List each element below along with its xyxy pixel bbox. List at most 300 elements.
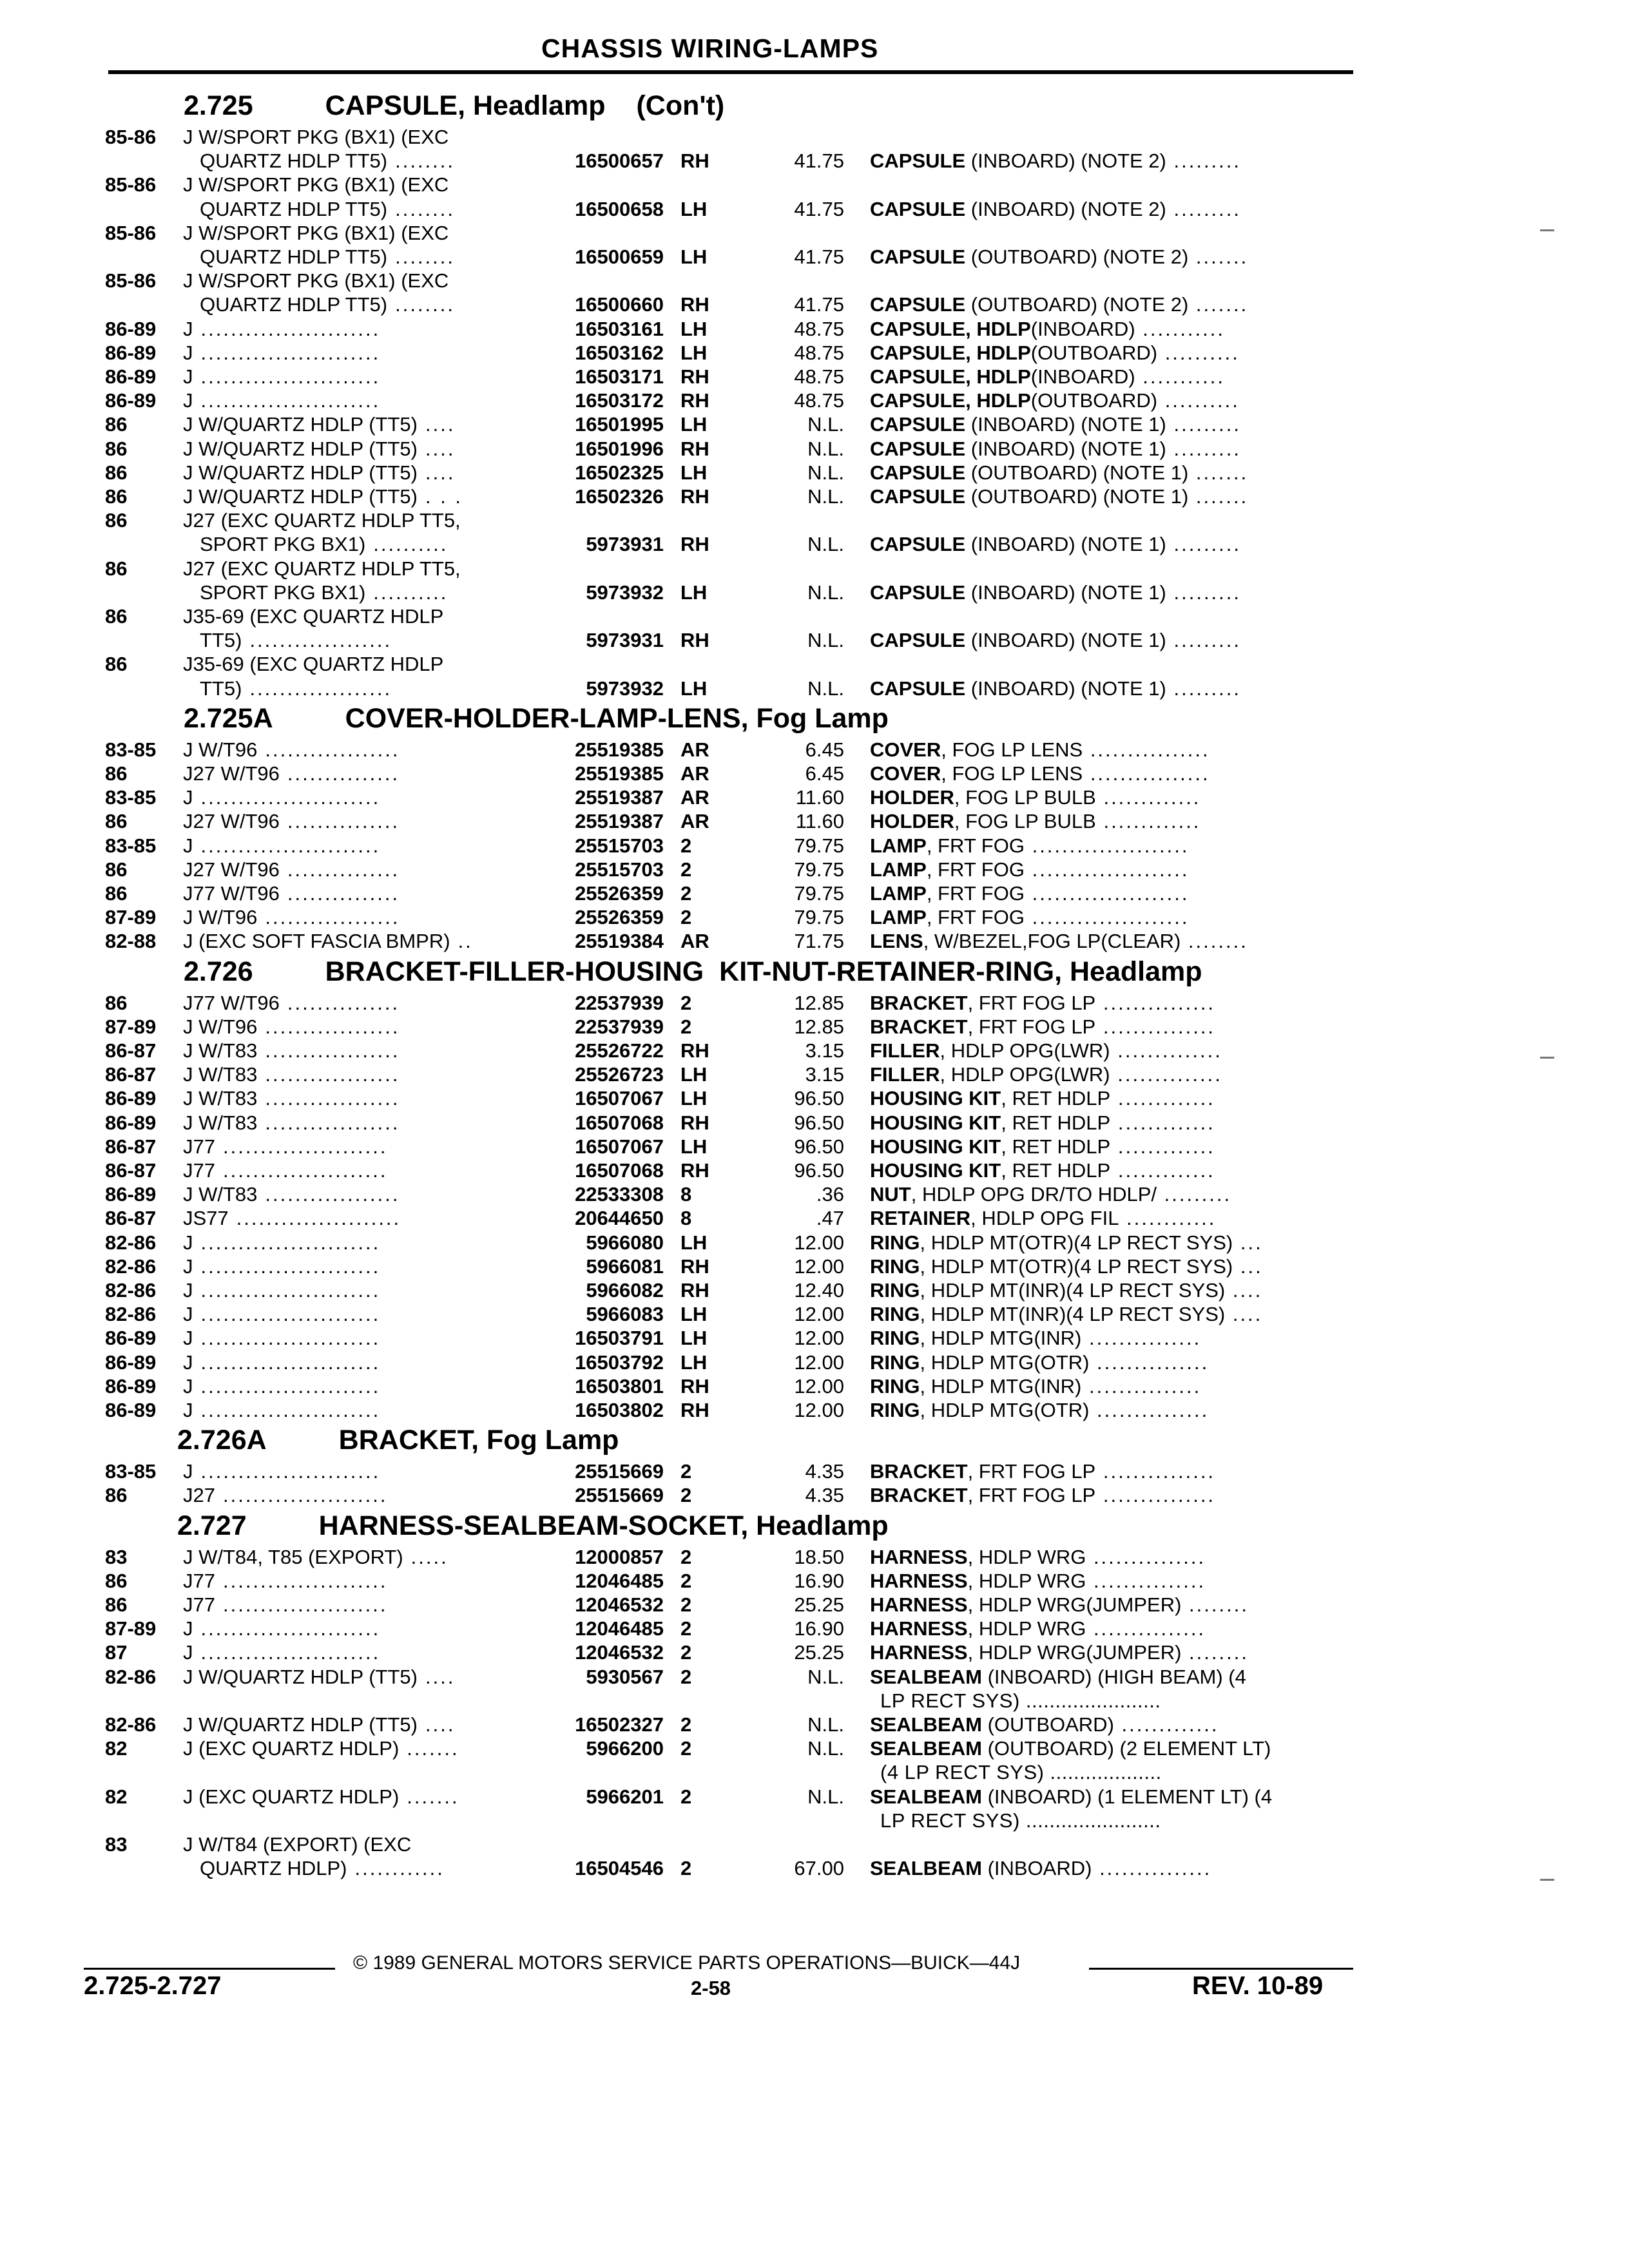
part-description (870, 1062, 1222, 1087)
usage-description: QUARTZ HDLP TT5) (200, 245, 388, 268)
leader-dots: ...................... (222, 1135, 388, 1158)
part-number: 12046532 (575, 1641, 664, 1664)
part-description (870, 858, 1189, 882)
part-description (870, 1617, 1206, 1641)
part-number: 25515669 (575, 1484, 664, 1507)
leader-dots: ........................ (200, 1641, 381, 1664)
quantity: RH (680, 1039, 709, 1062)
parts-row-line (0, 1760, 1629, 1785)
leader-dots: ........................ (200, 1374, 381, 1398)
usage-description-line (183, 858, 400, 882)
usage-description: J W/QUARTZ HDLP (TT5) (183, 1713, 418, 1736)
quantity: 2 (680, 858, 692, 881)
price: 25.25 (794, 1641, 844, 1664)
leader-dots: ...................... (222, 1484, 388, 1507)
usage-description-line (183, 809, 400, 834)
section-suffix: (Con't) (636, 90, 725, 121)
parts-row-line (0, 604, 1629, 629)
leader-dots: ........................ (200, 341, 381, 364)
quantity: 2 (680, 1665, 692, 1688)
price: 16.90 (794, 1617, 844, 1640)
usage-description-line (183, 1374, 380, 1399)
part-detail: , RET HDLP (1001, 1159, 1111, 1182)
part-number: 5966080 (586, 1231, 664, 1254)
part-number: 12046485 (575, 1569, 664, 1592)
leader-dots: .......... (373, 533, 448, 556)
model-years: 86-89 (105, 341, 157, 364)
model-years: 86 (105, 413, 128, 436)
table-row (0, 1593, 1629, 1617)
quantity: RH (680, 365, 709, 388)
part-description (870, 1374, 1201, 1399)
table-row (0, 1483, 1629, 1508)
part-number: 5973931 (586, 533, 664, 556)
usage-description: J W/QUARTZ HDLP (TT5) (183, 1665, 418, 1688)
usage-description-line (183, 1326, 380, 1350)
quantity: RH (680, 293, 709, 316)
part-name: HOLDER (870, 786, 954, 809)
leader-dots: ........ (1181, 1593, 1249, 1616)
part-number: 16500658 (575, 197, 664, 220)
part-detail: (OUTBOARD) (2 ELEMENT LT) (981, 1737, 1271, 1760)
price: 12.00 (794, 1327, 844, 1350)
part-description (870, 1278, 1262, 1303)
usage-description-line (200, 149, 455, 173)
table-row (0, 1665, 1629, 1689)
part-description (870, 1206, 1216, 1231)
table-row (0, 389, 1629, 413)
leader-dots: .................. (265, 1039, 400, 1062)
parts-row-line (0, 557, 1629, 581)
usage-description: J W/QUARTZ HDLP (TT5) (183, 437, 418, 460)
price: N.L. (807, 581, 844, 604)
part-description (870, 1665, 1246, 1689)
usage-description-line (183, 1231, 380, 1255)
part-description (870, 437, 1241, 461)
usage-description: QUARTZ HDLP) (200, 1857, 347, 1880)
margin-mark (1540, 229, 1554, 231)
footer-page-number: 2-58 (691, 1977, 731, 1999)
usage-description-line (183, 1039, 400, 1063)
part-number: 25526723 (575, 1063, 664, 1086)
part-number: 12000857 (575, 1545, 664, 1568)
table-row (0, 532, 1629, 557)
table-row (0, 1398, 1629, 1423)
usage-description: J W/T96 (183, 1015, 258, 1038)
model-years: 86 (105, 991, 128, 1014)
section-title: HARNESS-SEALBEAM-SOCKET, Headlamp (318, 1510, 889, 1541)
part-detail: (INBOARD) (1 ELEMENT LT) (4 (981, 1785, 1273, 1808)
part-name: LAMP (870, 882, 927, 905)
part-number: 16500660 (575, 293, 664, 316)
leader-dots: ............... (1086, 1569, 1206, 1592)
price: 41.75 (794, 245, 844, 268)
usage-description: J W/T96 (183, 906, 258, 929)
model-years: 83-85 (105, 1460, 157, 1483)
part-number: 16503171 (575, 365, 664, 388)
part-name: RING (870, 1374, 920, 1398)
part-name: CAPSULE, HDLP (870, 365, 1031, 388)
usage-description: J W/T84 (EXPORT) (EXC (183, 1833, 412, 1856)
usage-description-line (200, 532, 448, 557)
part-detail: (OUTBOARD) (NOTE 1) (965, 461, 1189, 484)
part-number: 16501996 (575, 437, 664, 460)
usage-description: J W/QUARTZ HDLP (TT5) (183, 461, 418, 484)
price: 79.75 (794, 882, 844, 905)
part-description (870, 1785, 1272, 1809)
part-name: RING (870, 1279, 920, 1302)
part-detail: , HDLP OPG(LWR) (940, 1063, 1110, 1086)
part-description (870, 785, 1200, 810)
part-detail: (INBOARD) (NOTE 1) (965, 413, 1166, 436)
part-detail: , FRT FOG LP (967, 1484, 1096, 1507)
quantity: 2 (680, 1545, 692, 1568)
part-number: 5966082 (586, 1279, 664, 1302)
usage-description-line (200, 581, 448, 605)
part-name: FILLER (870, 1039, 940, 1062)
part-description (870, 1231, 1263, 1255)
part-number: 12046532 (575, 1593, 664, 1616)
margin-mark (1540, 1057, 1554, 1059)
table-row (0, 1545, 1629, 1570)
part-description (870, 1736, 1271, 1761)
part-name: HOUSING KIT (870, 1159, 1001, 1182)
usage-description-line (183, 1182, 400, 1207)
leader-dots: .................. (265, 1063, 400, 1086)
table-row (0, 1569, 1629, 1593)
leader-dots: ....... (407, 1785, 459, 1808)
quantity: LH (680, 461, 708, 484)
part-detail: (OUTBOARD) (NOTE 2) (965, 245, 1189, 268)
quantity: AR (680, 762, 709, 785)
quantity: LH (680, 1135, 708, 1158)
model-years: 83 (105, 1833, 128, 1856)
quantity: AR (680, 930, 709, 953)
part-description (870, 1640, 1249, 1665)
table-row (0, 1713, 1629, 1737)
quantity: RH (680, 1254, 709, 1278)
usage-description: J (EXC QUARTZ HDLP) (183, 1785, 400, 1808)
part-number: 16501995 (575, 413, 664, 436)
usage-description-line (183, 1617, 380, 1641)
quantity: LH (680, 1087, 708, 1110)
part-number: 25515703 (575, 834, 664, 857)
table-row (0, 905, 1629, 930)
part-name: HARNESS (870, 1545, 968, 1568)
part-description (870, 532, 1241, 557)
model-years: 87-89 (105, 1015, 157, 1038)
part-detail: , FOG LP BULB (954, 786, 1096, 809)
part-description (870, 1015, 1215, 1039)
model-years: 82-86 (105, 1665, 157, 1688)
quantity: RH (680, 437, 709, 460)
usage-description-line (183, 1398, 380, 1423)
usage-description: J27 W/T96 (183, 762, 280, 785)
leader-dots: ................... (249, 677, 392, 700)
leader-dots: ............... (287, 991, 400, 1014)
price: 12.40 (794, 1279, 844, 1302)
model-years: 86 (105, 485, 128, 508)
part-number: 25526359 (575, 906, 664, 929)
table-row (0, 881, 1629, 906)
leader-dots: ............... (1081, 1374, 1202, 1398)
price: 6.45 (805, 762, 844, 785)
leader-dots: ......... (1166, 581, 1242, 604)
leader-dots: .............. (1110, 1039, 1222, 1062)
parts-row-line (0, 1832, 1629, 1857)
part-detail: (OUTBOARD) (1030, 389, 1158, 412)
leader-dots: ........................ (200, 389, 381, 412)
table-row (0, 858, 1629, 882)
leader-dots: ........................ (200, 1350, 381, 1374)
leader-dots: ...................... (236, 1207, 401, 1230)
footer-copyright: © 1989 GENERAL MOTORS SERVICE PARTS OPERATIONS—BUICK—44J (353, 1952, 1021, 1974)
price: 48.75 (794, 365, 844, 388)
table-row (0, 809, 1629, 834)
model-years: 85-86 (105, 221, 157, 244)
part-name: RING (870, 1350, 920, 1374)
leader-dots: .... (1225, 1303, 1263, 1326)
part-description (870, 1398, 1209, 1423)
leader-dots: ........... (1135, 365, 1225, 388)
part-detail: , RET HDLP (1001, 1111, 1111, 1134)
leader-dots: ............... (1081, 1327, 1202, 1350)
part-detail: (INBOARD) (NOTE 1) (965, 629, 1166, 652)
price: 41.75 (794, 149, 844, 173)
leader-dots: .... (425, 437, 456, 460)
price: 3.15 (805, 1063, 844, 1086)
part-number: 16502326 (575, 485, 664, 508)
part-number: 25515703 (575, 858, 664, 881)
usage-description-line (183, 1483, 387, 1508)
leader-dots: ............ (1119, 1207, 1217, 1230)
quantity: LH (680, 197, 708, 220)
part-number: 25519387 (575, 786, 664, 809)
part-detail: , HDLP MTG(OTR) (920, 1350, 1090, 1374)
part-name: CAPSULE (870, 461, 966, 484)
usage-description: J (183, 1279, 193, 1302)
usage-description-line (183, 1302, 380, 1327)
part-description (870, 412, 1241, 437)
part-number: 22537939 (575, 991, 664, 1014)
leader-dots: ....... (407, 1737, 459, 1760)
part-description (870, 317, 1225, 341)
quantity: LH (680, 677, 708, 700)
leader-dots: ....... (1188, 461, 1249, 484)
usage-description: SPORT PKG BX1) (200, 533, 366, 556)
quantity: AR (680, 738, 709, 761)
leader-dots: ............. (1110, 1159, 1215, 1182)
part-detail: , HDLP WRG (967, 1617, 1086, 1640)
price: 12.00 (794, 1254, 844, 1278)
model-years: 86 (105, 509, 128, 532)
table-row (0, 581, 1629, 605)
leader-dots: ............. (1095, 786, 1201, 809)
usage-description: J (183, 389, 193, 412)
model-years: 82 (105, 1737, 128, 1760)
quantity: RH (680, 1399, 709, 1421)
price: 67.00 (794, 1857, 844, 1880)
leader-dots: ........................ (200, 1279, 381, 1302)
usage-description-line (200, 245, 455, 269)
price: 12.00 (794, 1399, 844, 1421)
model-years: 86-89 (105, 365, 157, 388)
leader-dots: ........................ (200, 365, 381, 388)
quantity: 2 (680, 1617, 692, 1640)
quantity: RH (680, 1374, 709, 1398)
quantity: 2 (680, 1785, 692, 1808)
part-name: HARNESS (870, 1593, 968, 1616)
part-description (870, 1039, 1222, 1063)
part-name: LENS (870, 930, 923, 953)
leader-dots: .......... (1157, 389, 1240, 412)
part-description (870, 1086, 1215, 1111)
part-detail-continued: LP RECT SYS) ....................... (880, 1809, 1161, 1832)
part-detail: (OUTBOARD) (NOTE 1) (965, 485, 1189, 508)
part-detail: (INBOARD) (NOTE 1) (965, 677, 1166, 700)
model-years: 85-86 (105, 173, 157, 197)
part-description (870, 1459, 1215, 1484)
price: .36 (816, 1183, 844, 1206)
price: N.L. (807, 629, 844, 652)
price: 96.50 (794, 1159, 844, 1182)
model-years: 82-86 (105, 1713, 157, 1736)
quantity: 2 (680, 1641, 692, 1664)
part-name: BRACKET (870, 1484, 968, 1507)
part-number: 12046485 (575, 1617, 664, 1640)
part-detail: (OUTBOARD) (1030, 341, 1158, 364)
leader-dots: ............... (287, 762, 400, 785)
part-number: 16500657 (575, 149, 664, 173)
leader-dots: ....... (1188, 245, 1249, 268)
price: 48.75 (794, 389, 844, 412)
usage-description-line (183, 785, 380, 810)
part-name: CAPSULE (870, 677, 966, 700)
model-years: 82-86 (105, 1231, 157, 1254)
part-name: CAPSULE (870, 485, 966, 508)
part-name: RING (870, 1231, 920, 1254)
quantity: RH (680, 389, 709, 412)
table-row (0, 1640, 1629, 1665)
usage-description: QUARTZ HDLP TT5) (200, 293, 388, 316)
table-row (0, 1039, 1629, 1063)
usage-description-line (183, 1158, 387, 1183)
part-description (870, 1254, 1263, 1279)
part-number: 16502327 (575, 1713, 664, 1736)
model-years: 85-86 (105, 126, 157, 148)
part-name: HOLDER (870, 810, 954, 833)
usage-description-line (200, 677, 392, 701)
usage-description: J (183, 1254, 193, 1278)
usage-description: QUARTZ HDLP TT5) (200, 197, 388, 220)
usage-description: TT5) (200, 677, 242, 700)
part-detail: , HDLP OPG DR/TO HDLP/ (911, 1183, 1157, 1206)
usage-description: J77 W/T96 (183, 991, 280, 1014)
price: 48.75 (794, 341, 844, 364)
leader-dots: ........................ (200, 1327, 381, 1350)
model-years: 86-89 (105, 1183, 157, 1206)
part-description (870, 1326, 1201, 1350)
part-description (870, 1302, 1262, 1327)
section-number: 2.726 (184, 956, 253, 987)
usage-description-line (183, 437, 455, 461)
part-name: SEALBEAM (870, 1857, 982, 1880)
part-detail: (INBOARD) (NOTE 1) (965, 533, 1166, 556)
usage-description: J77 (183, 1593, 215, 1616)
footer-section-range: 2.725-2.727 (84, 1972, 222, 2000)
part-detail: , W/BEZEL,FOG LP(CLEAR) (923, 930, 1181, 953)
usage-description-line (183, 1736, 459, 1761)
quantity: RH (680, 533, 709, 556)
model-years: 83-85 (105, 738, 157, 761)
part-description (870, 581, 1241, 605)
part-detail: , HDLP MTG(OTR) (920, 1399, 1090, 1421)
part-description (870, 1483, 1215, 1508)
usage-description-line (200, 628, 392, 653)
table-row (0, 1374, 1629, 1399)
part-number: 25519385 (575, 762, 664, 785)
section-heading (184, 703, 889, 735)
price: 4.35 (805, 1484, 844, 1507)
model-years: 86-89 (105, 1087, 157, 1110)
leader-dots: ... (1233, 1254, 1263, 1278)
leader-dots: ............... (1086, 1545, 1206, 1568)
model-years: 86-89 (105, 1374, 157, 1398)
parts-row-line (0, 508, 1629, 533)
leader-dots: ........ (395, 149, 456, 173)
part-detail: , FRT FOG (926, 858, 1025, 881)
leader-dots: ............... (287, 810, 400, 833)
usage-description: J77 (183, 1569, 215, 1592)
part-number: 25515669 (575, 1460, 664, 1483)
price: N.L. (807, 533, 844, 556)
price: 11.60 (795, 786, 844, 809)
leader-dots: ............... (1086, 1617, 1206, 1640)
part-number: 22537939 (575, 1015, 664, 1038)
price: 25.25 (794, 1593, 844, 1616)
leader-dots: ............... (287, 882, 400, 905)
part-name: HOUSING KIT (870, 1111, 1001, 1134)
part-name: CAPSULE (870, 581, 966, 604)
quantity: LH (680, 317, 708, 340)
model-years: 86-89 (105, 1399, 157, 1421)
part-name: CAPSULE (870, 197, 966, 220)
model-years: 82-86 (105, 1254, 157, 1278)
part-detail: (INBOARD) (NOTE 2) (965, 149, 1166, 173)
leader-dots: ............... (1095, 991, 1216, 1014)
price: 18.50 (794, 1545, 844, 1568)
part-detail: , HDLP OPG FIL (970, 1207, 1119, 1230)
part-description (870, 389, 1240, 413)
part-name: LAMP (870, 858, 927, 881)
part-description (870, 245, 1248, 269)
usage-description: J27 (EXC QUARTZ HDLP TT5, (183, 509, 461, 532)
quantity: LH (680, 413, 708, 436)
part-description (870, 1135, 1215, 1159)
model-years: 86 (105, 882, 128, 905)
section-title: COVER-HOLDER-LAMP-LENS, Fog Lamp (345, 702, 889, 734)
leader-dots: ............ (354, 1857, 445, 1880)
leader-dots: .... (425, 461, 456, 484)
section-heading (177, 1425, 619, 1456)
model-years: 86-87 (105, 1063, 157, 1086)
model-years: 87-89 (105, 1617, 157, 1640)
usage-description-line (183, 1593, 387, 1617)
usage-description: J (183, 1231, 193, 1254)
leader-dots: ......... (1166, 629, 1242, 652)
part-number: 16500659 (575, 245, 664, 268)
part-description (870, 1545, 1206, 1570)
